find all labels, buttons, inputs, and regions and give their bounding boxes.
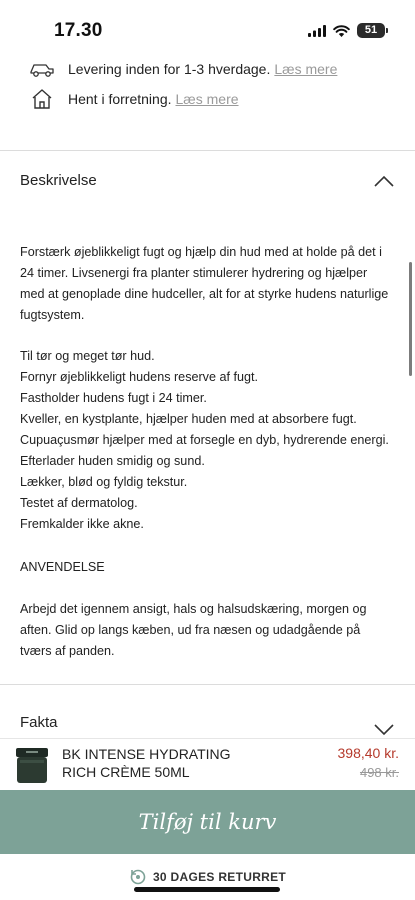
benefit-item: Fastholder hudens fugt i 24 timer. bbox=[20, 391, 207, 405]
benefit-item: Cupuaçusmør hjælper med at forsegle en dyb, hydrerende energi. bbox=[20, 433, 389, 447]
divider bbox=[0, 150, 415, 151]
benefit-item: Testet af dermatolog. bbox=[20, 496, 138, 510]
status-time: 17.30 bbox=[54, 20, 103, 41]
pickup-read-more-link[interactable]: Læs mere bbox=[175, 91, 239, 107]
returns-info[interactable] bbox=[0, 868, 415, 886]
product-name-line1: BK INTENSE HYDRATING bbox=[62, 746, 231, 762]
product-name-line2: RICH CRÈME 50ML bbox=[62, 764, 190, 780]
truck-icon bbox=[30, 58, 54, 80]
description-accordion-header[interactable] bbox=[20, 172, 395, 189]
battery-icon: 51 bbox=[357, 23, 385, 38]
benefit-item: Efterlader huden smidig og sund. bbox=[20, 454, 205, 468]
facts-title: Fakta bbox=[20, 713, 58, 731]
chevron-down-icon bbox=[373, 723, 395, 737]
benefit-item: Fremkalder ikke akne. bbox=[20, 517, 144, 531]
returns-text: 30 DAGES RETURRET bbox=[152, 870, 287, 884]
return-icon bbox=[129, 868, 147, 886]
usage-heading: ANVENDELSE bbox=[20, 560, 105, 574]
status-bar bbox=[0, 0, 415, 54]
pickup-text: Hent i forretning. bbox=[68, 91, 172, 107]
pickup-info bbox=[30, 88, 239, 110]
benefit-item: Fornyr øjeblikkeligt hudens reserve af fugt. bbox=[20, 370, 258, 384]
benefit-item: Til tør og meget tør hud. bbox=[20, 349, 155, 363]
shipping-read-more-link[interactable]: Læs mere bbox=[274, 61, 338, 77]
usage-block bbox=[20, 599, 392, 662]
sticky-product-bar bbox=[0, 738, 415, 790]
home-indicator bbox=[134, 887, 280, 892]
benefit-item: Lækker, blød og fyldig tekstur. bbox=[20, 475, 188, 489]
facts-accordion-header[interactable] bbox=[20, 707, 395, 737]
status-icons bbox=[308, 23, 385, 38]
current-price: 398,40 kr. bbox=[337, 745, 399, 761]
shipping-text: Levering inden for 1-3 hverdage. bbox=[68, 61, 271, 77]
shipping-info bbox=[30, 58, 337, 80]
divider bbox=[0, 684, 415, 685]
store-icon bbox=[30, 88, 54, 110]
original-price: 498 kr. bbox=[359, 765, 399, 780]
description-paragraph: Forstærk øjeblikkeligt fugt og hjælp din hud med at holde på det i 24 timer. Livsenergi fra planter stimulerer hydrering og hjælper med at genoplade dine hudceller, alt for at styrke hudens naturlige fugtsystem. bbox=[20, 245, 389, 322]
add-to-cart-button[interactable]: Tilføj til kurv bbox=[0, 790, 415, 854]
product-thumbnail bbox=[15, 745, 49, 785]
usage-text: Arbejd det igennem ansigt, hals og halsudskæring, morgen og aften. Glid op langs kæben, ud fra næsen og udadgående på tværs af panden. bbox=[20, 602, 367, 658]
usage-heading-block bbox=[20, 557, 392, 578]
description-title: Beskrivelse bbox=[20, 172, 97, 189]
wifi-icon bbox=[333, 25, 350, 37]
footer bbox=[0, 854, 415, 900]
signal-icon bbox=[308, 25, 326, 37]
benefit-item: Kveller, en kystplante, hjælper huden med at absorbere fugt. bbox=[20, 412, 357, 426]
scrollbar[interactable] bbox=[409, 262, 412, 376]
chevron-up-icon bbox=[373, 174, 395, 188]
product-name bbox=[62, 745, 231, 781]
description-benefits bbox=[20, 346, 392, 535]
description-intro bbox=[20, 242, 392, 326]
